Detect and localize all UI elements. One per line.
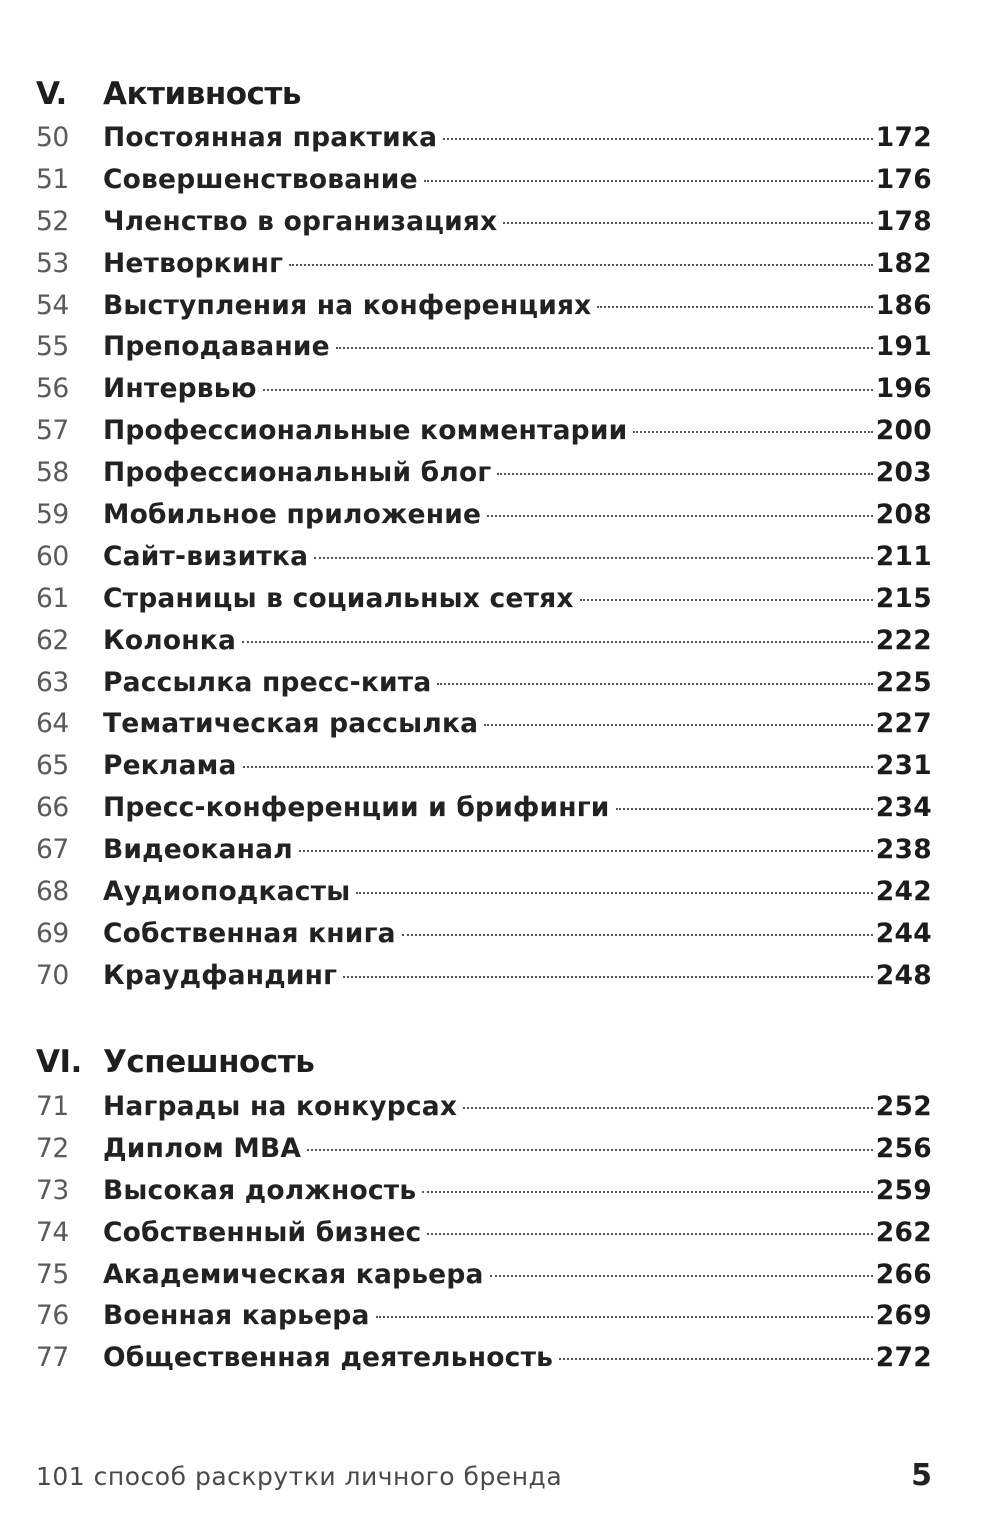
entry-number: 56: [36, 373, 69, 405]
entry-number: 68: [36, 876, 69, 908]
toc-entry: [36, 368, 932, 410]
entry-title: Общественная деятельность: [103, 1342, 554, 1374]
entry-page-number: 242: [875, 876, 932, 908]
entry-page-number: 178: [875, 205, 932, 237]
entry-number: 71: [36, 1091, 69, 1122]
toc-entry: [36, 1086, 932, 1128]
entry-number: 70: [36, 959, 69, 991]
entry-title: Мобильное приложение: [103, 499, 482, 531]
dot-leader: [376, 1316, 873, 1318]
dot-leader: [463, 1107, 873, 1109]
dot-leader: [314, 557, 873, 559]
entry-page-number: 172: [875, 122, 932, 153]
entry-number: 62: [36, 624, 69, 656]
dot-leader: [356, 892, 872, 894]
entry-title: Собственная книга: [103, 917, 396, 949]
entry-number: 76: [36, 1300, 69, 1332]
section-title: Успешность: [103, 1044, 315, 1080]
dot-leader: [263, 389, 873, 391]
entry-page-number: 244: [875, 917, 932, 949]
entry-page-number: 208: [875, 499, 932, 531]
entry-page-number: 186: [875, 289, 932, 321]
entry-page-number: 266: [875, 1258, 932, 1290]
toc-entry: [36, 955, 932, 997]
toc-entry: [36, 1212, 932, 1254]
entry-title: Страницы в социальных сетях: [103, 582, 574, 614]
toc-entry: [36, 620, 932, 662]
toc-entry: [36, 410, 932, 452]
dot-leader: [427, 1233, 872, 1235]
entry-page-number: 256: [875, 1132, 932, 1164]
entry-number: 55: [36, 331, 69, 363]
entry-page-number: 196: [875, 373, 932, 405]
entry-number: 58: [36, 457, 69, 489]
toc-entry: [36, 1128, 932, 1170]
entry-page-number: 203: [875, 457, 932, 489]
toc-list-activity: [36, 117, 932, 997]
dot-leader: [243, 766, 873, 768]
dot-leader: [424, 180, 873, 182]
entry-title: Постоянная практика: [103, 122, 438, 153]
entry-number: 60: [36, 540, 69, 572]
entry-page-number: 231: [875, 750, 932, 782]
toc-entry: [36, 1170, 932, 1212]
dot-leader: [580, 599, 873, 601]
entry-page-number: 225: [875, 666, 932, 698]
dot-leader: [422, 1191, 872, 1193]
entry-number: 74: [36, 1216, 69, 1248]
entry-title: Интервью: [103, 373, 257, 405]
entry-title: Собственный бизнес: [103, 1216, 422, 1248]
toc-list-success: [36, 1086, 932, 1379]
entry-page-number: 227: [875, 708, 932, 740]
entry-number: 50: [36, 122, 69, 153]
toc-entry: [36, 1295, 932, 1337]
entry-page-number: 191: [875, 331, 932, 363]
entry-number: 63: [36, 666, 69, 698]
toc-entry: [36, 452, 932, 494]
entry-title: Колонка: [103, 624, 237, 656]
entry-page-number: 248: [875, 959, 932, 991]
entry-number: 59: [36, 499, 69, 531]
toc-entry: [36, 787, 932, 829]
dot-leader: [559, 1358, 873, 1360]
toc-entry: [36, 1254, 932, 1296]
toc-entry: [36, 745, 932, 787]
entry-number: 65: [36, 750, 69, 782]
entry-page-number: 262: [875, 1216, 932, 1248]
entry-title: Выступления на конференциях: [103, 289, 592, 321]
entry-page-number: 252: [875, 1091, 932, 1122]
entry-title: Краудфандинг: [103, 959, 338, 991]
dot-leader: [616, 808, 873, 810]
dot-leader: [299, 850, 873, 852]
entry-number: 51: [36, 163, 69, 195]
entry-number: 73: [36, 1174, 69, 1206]
entry-title: Аудиоподкасты: [103, 876, 351, 908]
entry-number: 69: [36, 917, 69, 949]
entry-number: 61: [36, 582, 69, 614]
entry-page-number: 211: [875, 540, 932, 572]
entry-page-number: 238: [875, 834, 932, 866]
entry-title: Нетворкинг: [103, 247, 284, 279]
toc-entry: [36, 703, 932, 745]
toc-entry: [36, 201, 932, 243]
dot-leader: [490, 1275, 873, 1277]
entry-number: 64: [36, 708, 69, 740]
dot-leader: [484, 724, 873, 726]
entry-number: 53: [36, 247, 69, 279]
section-heading-v: [36, 76, 301, 112]
toc-entry: [36, 117, 932, 159]
dot-leader: [402, 934, 873, 936]
entry-page-number: 215: [875, 582, 932, 614]
entry-title: Пресс-конференции и брифинги: [103, 792, 610, 824]
toc-entry: [36, 326, 932, 368]
dot-leader: [289, 264, 873, 266]
entry-title: Сайт-визитка: [103, 540, 309, 572]
dot-leader: [307, 1149, 873, 1151]
section-heading-vi: [36, 1044, 314, 1080]
toc-entry: [36, 243, 932, 285]
entry-number: 72: [36, 1132, 69, 1164]
toc-entry: [36, 1337, 932, 1379]
dot-leader: [437, 683, 872, 685]
toc-entry: [36, 536, 932, 578]
entry-title: Рассылка пресс-кита: [103, 666, 432, 698]
entry-page-number: 234: [875, 792, 932, 824]
entry-title: Диплом MBA: [103, 1132, 302, 1164]
toc-entry: [36, 578, 932, 620]
entry-title: Профессиональный блог: [103, 457, 492, 489]
dot-leader: [503, 222, 872, 224]
footer-page-number: 5: [911, 1458, 932, 1493]
toc-entry: [36, 159, 932, 201]
entry-number: 52: [36, 205, 69, 237]
dot-leader: [487, 515, 873, 517]
entry-page-number: 269: [875, 1300, 932, 1332]
entry-title: Видеоканал: [103, 834, 293, 866]
toc-entry: [36, 829, 932, 871]
entry-title: Профессиональные комментарии: [103, 415, 628, 447]
dot-leader: [242, 641, 873, 643]
dot-leader: [343, 976, 873, 978]
entry-title: Академическая карьера: [103, 1258, 484, 1290]
entry-page-number: 272: [875, 1342, 932, 1374]
entry-title: Реклама: [103, 750, 237, 782]
entry-number: 57: [36, 415, 69, 447]
dot-leader: [633, 431, 872, 433]
entry-page-number: 259: [875, 1174, 932, 1206]
dot-leader: [597, 306, 872, 308]
toc-entry: [36, 871, 932, 913]
toc-entry: [36, 494, 932, 536]
dot-leader: [443, 138, 873, 140]
dot-leader: [336, 347, 873, 349]
footer-book-title: 101 способ раскрутки личного бренда: [36, 1462, 563, 1491]
toc-entry: [36, 913, 932, 955]
entry-title: Членство в организациях: [103, 205, 498, 237]
dot-leader: [497, 473, 872, 475]
entry-page-number: 176: [875, 163, 932, 195]
entry-title: Совершенствование: [103, 163, 418, 195]
entry-title: Преподавание: [103, 331, 330, 363]
entry-title: Военная карьера: [103, 1300, 370, 1332]
entry-number: 66: [36, 792, 69, 824]
entry-number: 54: [36, 289, 69, 321]
entry-title: Тематическая рассылка: [103, 708, 479, 740]
entry-number: 67: [36, 834, 69, 866]
toc-entry: [36, 285, 932, 327]
entry-page-number: 200: [875, 415, 932, 447]
entry-page-number: 222: [875, 624, 932, 656]
entry-title: Награды на конкурсах: [103, 1091, 458, 1122]
entry-page-number: 182: [875, 247, 932, 279]
section-numeral: V.: [36, 76, 67, 112]
entry-number: 77: [36, 1342, 69, 1374]
section-title: Активность: [103, 76, 301, 112]
toc-entry: [36, 662, 932, 704]
entry-title: Высокая должность: [103, 1174, 417, 1206]
entry-number: 75: [36, 1258, 69, 1290]
section-numeral: VI.: [36, 1044, 82, 1080]
